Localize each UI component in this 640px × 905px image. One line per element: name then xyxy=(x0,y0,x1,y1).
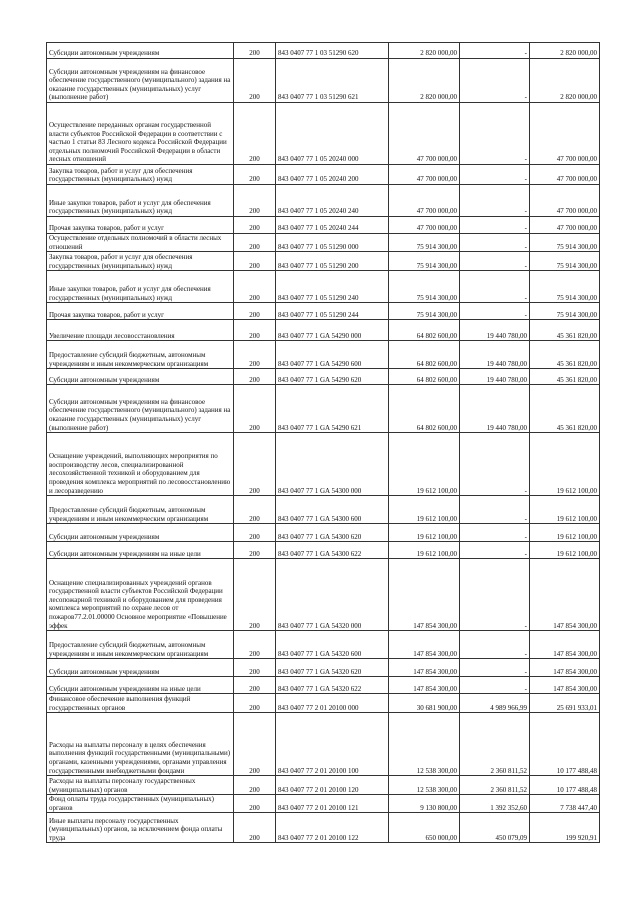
budget-classification-code-cell: 843 0407 77 1 05 20240 244 xyxy=(276,217,389,234)
executed-amount-cell: - xyxy=(460,496,530,524)
budget-classification-code-cell: 843 0407 77 1 05 20240 240 xyxy=(276,185,389,217)
expense-name-cell: Предоставление субсидий бюджетным, автономным учреждениям и иным некоммерческим организациям xyxy=(47,496,234,524)
budget-classification-code-cell: 843 0407 77 1 05 20240 000 xyxy=(276,103,389,165)
budget-classification-code-cell: 843 0407 77 1 GA 54320 600 xyxy=(276,631,389,659)
expense-name-cell: Иные закупки товаров, работ и услуг для обеспечения государственных (муниципальных) нужд xyxy=(47,185,234,217)
table-row xyxy=(47,185,600,217)
line-code-cell: 200 xyxy=(234,271,276,303)
executed-amount-cell: 19 440 780,00 xyxy=(460,385,530,433)
line-code-cell: 200 xyxy=(234,103,276,165)
approved-amount-cell: 47 700 000,00 xyxy=(389,185,460,217)
approved-amount-cell: 2 820 000,00 xyxy=(389,59,460,103)
budget-classification-code-cell: 843 0407 77 2 01 20100 121 xyxy=(276,795,389,813)
table-row xyxy=(47,234,600,252)
executed-amount-cell: - xyxy=(460,59,530,103)
table-row xyxy=(47,677,600,694)
unexecuted-amount-cell: 19 612 100,00 xyxy=(530,433,600,496)
unexecuted-amount-cell: 75 914 300,00 xyxy=(530,303,600,320)
approved-amount-cell: 2 820 000,00 xyxy=(389,43,460,59)
executed-amount-cell: - xyxy=(460,677,530,694)
budget-classification-code-cell: 843 0407 77 1 05 51290 200 xyxy=(276,252,389,271)
executed-amount-cell: - xyxy=(460,659,530,677)
budget-classification-code-cell: 843 0407 77 1 05 20240 200 xyxy=(276,165,389,185)
approved-amount-cell: 147 854 300,00 xyxy=(389,677,460,694)
budget-classification-code-cell: 843 0407 77 1 GA 54300 600 xyxy=(276,496,389,524)
expense-name-cell: Закупка товаров, работ и услуг для обеспечения государственных (муниципальных) нужд xyxy=(47,165,234,185)
approved-amount-cell: 147 854 300,00 xyxy=(389,559,460,631)
executed-amount-cell: 2 360 811,52 xyxy=(460,713,530,776)
approved-amount-cell: 9 130 800,00 xyxy=(389,795,460,813)
line-code-cell: 200 xyxy=(234,677,276,694)
table-row xyxy=(47,320,600,341)
approved-amount-cell: 64 802 600,00 xyxy=(389,369,460,385)
executed-amount-cell: - xyxy=(460,631,530,659)
line-code-cell: 200 xyxy=(234,252,276,271)
executed-amount-cell: - xyxy=(460,185,530,217)
table-row xyxy=(47,341,600,369)
unexecuted-amount-cell: 75 914 300,00 xyxy=(530,234,600,252)
table-row xyxy=(47,103,600,165)
table-row xyxy=(47,813,600,843)
expense-name-cell: Субсидии автономным учреждениям xyxy=(47,524,234,542)
expense-name-cell: Оснащение специализированных учреждений органов государственной власти субъектов Российской Федерации лесопожарной техникой и оборудованием для проведения комплекса мероприятий по охране лесов от пожаров77.2.01.00000 Основное мероприятие «Повышение эффек xyxy=(47,559,234,631)
approved-amount-cell: 650 000,00 xyxy=(389,813,460,843)
table-row xyxy=(47,795,600,813)
expense-name-cell: Прочая закупка товаров, работ и услуг xyxy=(47,303,234,320)
executed-amount-cell: - xyxy=(460,43,530,59)
executed-amount-cell: 19 440 780,00 xyxy=(460,320,530,341)
table-row xyxy=(47,776,600,795)
line-code-cell: 200 xyxy=(234,694,276,713)
budget-classification-code-cell: 843 0407 77 1 GA 54320 000 xyxy=(276,559,389,631)
table-row xyxy=(47,43,600,59)
approved-amount-cell: 47 700 000,00 xyxy=(389,103,460,165)
expense-name-cell: Субсидии автономным учреждениям xyxy=(47,369,234,385)
executed-amount-cell: 450 079,09 xyxy=(460,813,530,843)
executed-amount-cell: 19 440 780,00 xyxy=(460,341,530,369)
approved-amount-cell: 19 612 100,00 xyxy=(389,496,460,524)
table-row xyxy=(47,496,600,524)
table-row xyxy=(47,659,600,677)
line-code-cell: 200 xyxy=(234,559,276,631)
unexecuted-amount-cell: 147 854 300,00 xyxy=(530,677,600,694)
expense-name-cell: Прочая закупка товаров, работ и услуг xyxy=(47,217,234,234)
approved-amount-cell: 30 681 900,00 xyxy=(389,694,460,713)
executed-amount-cell: 19 440 780,00 xyxy=(460,369,530,385)
approved-amount-cell: 75 914 300,00 xyxy=(389,234,460,252)
expense-name-cell: Расходы на выплаты персоналу государственных (муниципальных) органов xyxy=(47,776,234,795)
unexecuted-amount-cell: 2 820 000,00 xyxy=(530,59,600,103)
line-code-cell: 200 xyxy=(234,631,276,659)
approved-amount-cell: 19 612 100,00 xyxy=(389,542,460,559)
line-code-cell: 200 xyxy=(234,433,276,496)
line-code-cell: 200 xyxy=(234,59,276,103)
budget-classification-code-cell: 843 0407 77 1 03 51290 620 xyxy=(276,43,389,59)
table-row xyxy=(47,271,600,303)
executed-amount-cell: - xyxy=(460,165,530,185)
executed-amount-cell: - xyxy=(460,433,530,496)
approved-amount-cell: 64 802 600,00 xyxy=(389,341,460,369)
expense-name-cell: Субсидии автономным учреждениям на иные цели xyxy=(47,542,234,559)
unexecuted-amount-cell: 19 612 100,00 xyxy=(530,524,600,542)
expense-name-cell: Иные выплаты персоналу государственных (муниципальных) органов, за исключением фонда оплаты труда xyxy=(47,813,234,843)
budget-classification-code-cell: 843 0407 77 2 01 20100 120 xyxy=(276,776,389,795)
unexecuted-amount-cell: 45 361 820,00 xyxy=(530,341,600,369)
executed-amount-cell: - xyxy=(460,252,530,271)
unexecuted-amount-cell: 47 700 000,00 xyxy=(530,103,600,165)
unexecuted-amount-cell: 45 361 820,00 xyxy=(530,385,600,433)
unexecuted-amount-cell: 45 361 820,00 xyxy=(530,369,600,385)
unexecuted-amount-cell: 199 920,91 xyxy=(530,813,600,843)
table-row xyxy=(47,713,600,776)
budget-classification-code-cell: 843 0407 77 1 03 51290 621 xyxy=(276,59,389,103)
table-row xyxy=(47,252,600,271)
expense-name-cell: Субсидии автономным учреждениям xyxy=(47,659,234,677)
executed-amount-cell: - xyxy=(460,524,530,542)
line-code-cell: 200 xyxy=(234,813,276,843)
line-code-cell: 200 xyxy=(234,795,276,813)
approved-amount-cell: 147 854 300,00 xyxy=(389,631,460,659)
table-row xyxy=(47,385,600,433)
unexecuted-amount-cell: 47 700 000,00 xyxy=(530,165,600,185)
line-code-cell: 200 xyxy=(234,524,276,542)
line-code-cell: 200 xyxy=(234,43,276,59)
budget-execution-table xyxy=(46,42,600,843)
budget-classification-code-cell: 843 0407 77 1 GA 54320 622 xyxy=(276,677,389,694)
budget-classification-code-cell: 843 0407 77 1 05 51290 244 xyxy=(276,303,389,320)
line-code-cell: 200 xyxy=(234,234,276,252)
budget-classification-code-cell: 843 0407 77 1 GA 54290 600 xyxy=(276,341,389,369)
budget-classification-code-cell: 843 0407 77 2 01 20100 000 xyxy=(276,694,389,713)
table-row xyxy=(47,59,600,103)
executed-amount-cell: 2 360 811,52 xyxy=(460,776,530,795)
line-code-cell: 200 xyxy=(234,659,276,677)
line-code-cell: 200 xyxy=(234,185,276,217)
table-row xyxy=(47,165,600,185)
expense-name-cell: Предоставление субсидий бюджетным, автономным учреждениям и иным некоммерческим организациям xyxy=(47,341,234,369)
unexecuted-amount-cell: 75 914 300,00 xyxy=(530,271,600,303)
executed-amount-cell: - xyxy=(460,217,530,234)
expense-name-cell: Фонд оплаты труда государственных (муниципальных) органов xyxy=(47,795,234,813)
budget-classification-code-cell: 843 0407 77 1 05 51290 240 xyxy=(276,271,389,303)
table-row xyxy=(47,369,600,385)
expense-name-cell: Финансовое обеспечение выполнения функций государственных органов xyxy=(47,694,234,713)
expense-name-cell: Субсидии автономным учреждениям на финансовое обеспечение государственного (муниципального) задания на оказание государственных (муниципальных) услуг (выполнение работ) xyxy=(47,385,234,433)
expense-name-cell: Субсидии автономным учреждениям на иные цели xyxy=(47,677,234,694)
unexecuted-amount-cell: 75 914 300,00 xyxy=(530,252,600,271)
line-code-cell: 200 xyxy=(234,320,276,341)
executed-amount-cell: - xyxy=(460,542,530,559)
expense-name-cell: Закупка товаров, работ и услуг для обеспечения государственных (муниципальных) нужд xyxy=(47,252,234,271)
budget-classification-code-cell: 843 0407 77 1 GA 54320 620 xyxy=(276,659,389,677)
budget-classification-code-cell: 843 0407 77 2 01 20100 122 xyxy=(276,813,389,843)
table-row xyxy=(47,631,600,659)
approved-amount-cell: 19 612 100,00 xyxy=(389,524,460,542)
unexecuted-amount-cell: 25 691 933,01 xyxy=(530,694,600,713)
table-row xyxy=(47,303,600,320)
line-code-cell: 200 xyxy=(234,369,276,385)
expense-name-cell: Расходы на выплаты персоналу в целях обеспечения выполнения функций государственными (муниципальными) органами, казенными учреждениями, органами управления государственными внебюджетными фондами xyxy=(47,713,234,776)
unexecuted-amount-cell: 19 612 100,00 xyxy=(530,542,600,559)
table-row xyxy=(47,433,600,496)
expense-name-cell: Оснащение учреждений, выполняющих мероприятия по воспроизводству лесов, специализированной лесохозяйственной техникой и оборудованием для проведения комплекса мероприятий по лесовосстановлению и лесоразведению xyxy=(47,433,234,496)
budget-classification-code-cell: 843 0407 77 2 01 20100 100 xyxy=(276,713,389,776)
executed-amount-cell: - xyxy=(460,559,530,631)
unexecuted-amount-cell: 147 854 300,00 xyxy=(530,631,600,659)
approved-amount-cell: 64 802 600,00 xyxy=(389,385,460,433)
unexecuted-amount-cell: 7 738 447,40 xyxy=(530,795,600,813)
unexecuted-amount-cell: 47 700 000,00 xyxy=(530,217,600,234)
expense-name-cell: Осуществление переданных органам государственной власти субъектов Российской Федерации в соответствии с частью 1 статьи 83 Лесного кодекса Российской Федерации отдельных полномочий Российской Федерации в области лесных отношений xyxy=(47,103,234,165)
line-code-cell: 200 xyxy=(234,542,276,559)
budget-classification-code-cell: 843 0407 77 1 GA 54300 620 xyxy=(276,524,389,542)
unexecuted-amount-cell: 10 177 488,48 xyxy=(530,776,600,795)
approved-amount-cell: 64 802 600,00 xyxy=(389,320,460,341)
expense-name-cell: Предоставление субсидий бюджетным, автономным учреждениям и иным некоммерческим организациям xyxy=(47,631,234,659)
approved-amount-cell: 12 538 300,00 xyxy=(389,713,460,776)
line-code-cell: 200 xyxy=(234,341,276,369)
line-code-cell: 200 xyxy=(234,776,276,795)
executed-amount-cell: - xyxy=(460,303,530,320)
expense-name-cell: Субсидии автономным учреждениям xyxy=(47,43,234,59)
line-code-cell: 200 xyxy=(234,217,276,234)
line-code-cell: 200 xyxy=(234,496,276,524)
line-code-cell: 200 xyxy=(234,713,276,776)
table-row xyxy=(47,694,600,713)
unexecuted-amount-cell: 45 361 820,00 xyxy=(530,320,600,341)
approved-amount-cell: 47 700 000,00 xyxy=(389,165,460,185)
expense-name-cell: Увеличение площади лесовосстановления xyxy=(47,320,234,341)
executed-amount-cell: 1 392 352,60 xyxy=(460,795,530,813)
unexecuted-amount-cell: 147 854 300,00 xyxy=(530,559,600,631)
unexecuted-amount-cell: 19 612 100,00 xyxy=(530,496,600,524)
line-code-cell: 200 xyxy=(234,303,276,320)
approved-amount-cell: 12 538 300,00 xyxy=(389,776,460,795)
approved-amount-cell: 47 700 000,00 xyxy=(389,217,460,234)
approved-amount-cell: 19 612 100,00 xyxy=(389,433,460,496)
table-row xyxy=(47,559,600,631)
table-row xyxy=(47,217,600,234)
budget-classification-code-cell: 843 0407 77 1 GA 54300 000 xyxy=(276,433,389,496)
executed-amount-cell: - xyxy=(460,103,530,165)
budget-classification-code-cell: 843 0407 77 1 GA 54290 620 xyxy=(276,369,389,385)
line-code-cell: 200 xyxy=(234,385,276,433)
line-code-cell: 200 xyxy=(234,165,276,185)
expense-name-cell: Субсидии автономным учреждениям на финансовое обеспечение государственного (муниципального) задания на оказание государственных (муниципальных) услуг (выполнение работ) xyxy=(47,59,234,103)
table-body xyxy=(47,43,600,843)
executed-amount-cell: - xyxy=(460,271,530,303)
approved-amount-cell: 75 914 300,00 xyxy=(389,271,460,303)
approved-amount-cell: 147 854 300,00 xyxy=(389,659,460,677)
executed-amount-cell: 4 989 966,99 xyxy=(460,694,530,713)
budget-classification-code-cell: 843 0407 77 1 GA 54290 000 xyxy=(276,320,389,341)
unexecuted-amount-cell: 47 700 000,00 xyxy=(530,185,600,217)
budget-classification-code-cell: 843 0407 77 1 GA 54290 621 xyxy=(276,385,389,433)
expense-name-cell: Иные закупки товаров, работ и услуг для обеспечения государственных (муниципальных) нужд xyxy=(47,271,234,303)
unexecuted-amount-cell: 147 854 300,00 xyxy=(530,659,600,677)
unexecuted-amount-cell: 2 820 000,00 xyxy=(530,43,600,59)
unexecuted-amount-cell: 10 177 488,48 xyxy=(530,713,600,776)
approved-amount-cell: 75 914 300,00 xyxy=(389,303,460,320)
budget-classification-code-cell: 843 0407 77 1 05 51290 000 xyxy=(276,234,389,252)
table-row xyxy=(47,524,600,542)
executed-amount-cell: - xyxy=(460,234,530,252)
approved-amount-cell: 75 914 300,00 xyxy=(389,252,460,271)
table-row xyxy=(47,542,600,559)
budget-classification-code-cell: 843 0407 77 1 GA 54300 622 xyxy=(276,542,389,559)
expense-name-cell: Осуществление отдельных полномочий в области лесных отношений xyxy=(47,234,234,252)
